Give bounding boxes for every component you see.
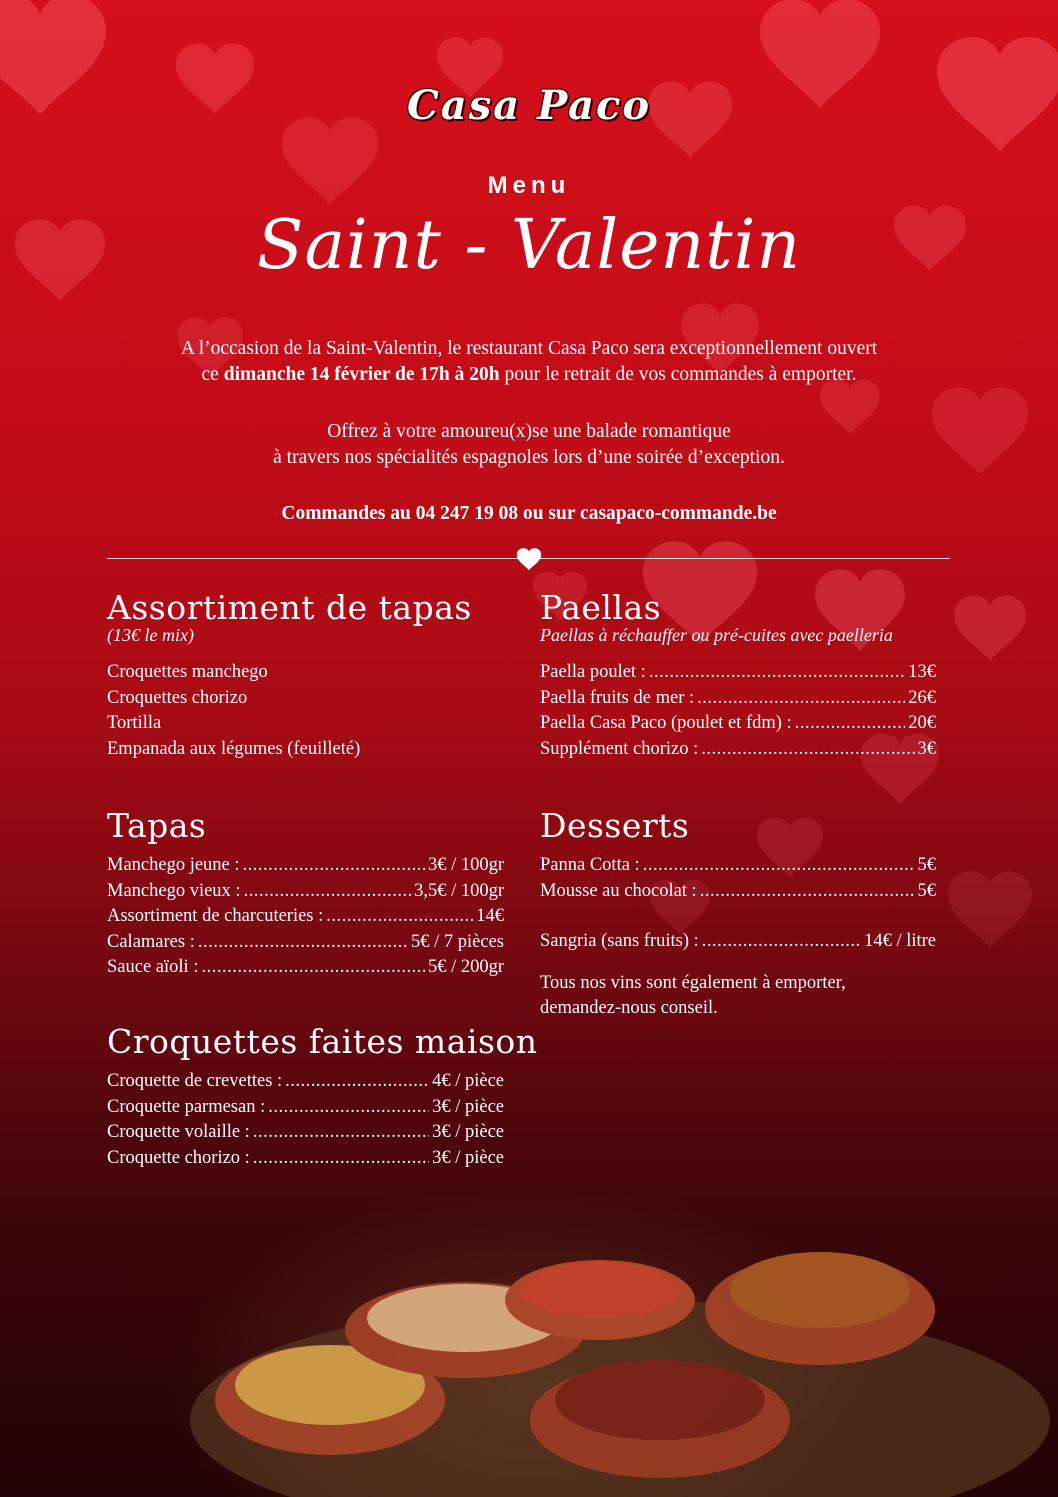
- tapas-section: [107, 806, 504, 981]
- wine-note: Tous nos vins sont également à emporter, demandez-nous conseil.: [540, 972, 846, 1018]
- croquettes-section: [107, 1022, 538, 1171]
- menu-row: Paella poulet : ..... 13€: [540, 660, 936, 686]
- order-contact: Commandes au 04 247 19 08 ou sur casapaco-commande.be: [281, 503, 777, 524]
- menu-row: Croquette de crevettes : ..... 4€ / pièce: [107, 1069, 504, 1095]
- offer-line-1: Offrez à votre amoureu(x)se une balade romantique: [327, 421, 731, 442]
- desserts-section: [540, 806, 936, 1021]
- paellas-title: Paellas: [540, 588, 662, 627]
- menu-row: Panna Cotta : ..... 5€: [540, 853, 936, 879]
- offer-paragraph: [60, 419, 998, 471]
- tapas-assortment-subtitle: (13€ le mix): [107, 625, 194, 645]
- desserts-title: Desserts: [540, 806, 690, 845]
- menu-row: Mousse au chocolat : ..... 5€: [540, 879, 936, 905]
- menu-row-sangria: Sangria (sans fruits) : ..... 14€ / litre: [540, 929, 936, 955]
- menu-row: Calamares : ..... 5€ / 7 pièces: [107, 930, 504, 956]
- tapas-assortment-title: Assortiment de tapas: [107, 588, 472, 627]
- tapas-dishes-photo: [190, 1252, 1050, 1497]
- menu-row: Supplément chorizo : ..... 3€: [540, 737, 936, 763]
- page-title: Saint - Valentin: [256, 206, 802, 285]
- casa-paco-logo: Casa Paco: [406, 82, 652, 129]
- menu-row: Croquette parmesan : ..... 3€ / pièce: [107, 1095, 504, 1121]
- menu-row: Manchego jeune : ..... 3€ / 100gr: [107, 853, 504, 879]
- intro-paragraph: [60, 336, 998, 388]
- paellas-subtitle: Paellas à réchauffer ou pré-cuites avec paelleria: [540, 625, 893, 645]
- opening-hours: dimanche 14 février de 17h à 20h: [223, 364, 500, 385]
- menu-row: Croquette volaille : ..... 3€ / pièce: [107, 1120, 504, 1146]
- list-item: Empanada aux légumes (feuilleté): [107, 738, 361, 759]
- menu-row: Sauce aïoli : ..... 5€ / 200gr: [107, 955, 504, 981]
- heart-icon: [516, 545, 542, 571]
- offer-line-2: à travers nos spécialités espagnoles lors d’une soirée d’exception.: [273, 447, 785, 468]
- menu-row: Manchego vieux : ..... 3,5€ / 100gr: [107, 879, 504, 905]
- tapas-assortment-section: [107, 588, 504, 762]
- intro-line-1: A l’occasion de la Saint-Valentin, le restaurant Casa Paco sera exceptionnellement ouvert: [180, 338, 878, 359]
- menu-row: Paella Casa Paco (poulet et fdm) : ..... 20€: [540, 711, 936, 737]
- list-item: Croquettes manchego: [107, 662, 268, 682]
- croquettes-title: Croquettes faites maison: [107, 1022, 538, 1061]
- menu-label: Menu: [487, 172, 571, 199]
- intro-line-2: ce dimanche 14 février de 17h à 20h pour le retrait de vos commandes à emporter.: [201, 364, 857, 385]
- paellas-section: [540, 588, 936, 762]
- list-item: Croquettes chorizo: [107, 687, 248, 708]
- menu-row: Paella fruits de mer : ..... 26€: [540, 686, 936, 712]
- menu-row: Croquette chorizo : ..... 3€ / pièce: [107, 1146, 504, 1172]
- menu-row: Assortiment de charcuteries : ..... 14€: [107, 904, 504, 930]
- list-item: Tortilla: [107, 713, 162, 733]
- tapas-title: Tapas: [107, 806, 207, 845]
